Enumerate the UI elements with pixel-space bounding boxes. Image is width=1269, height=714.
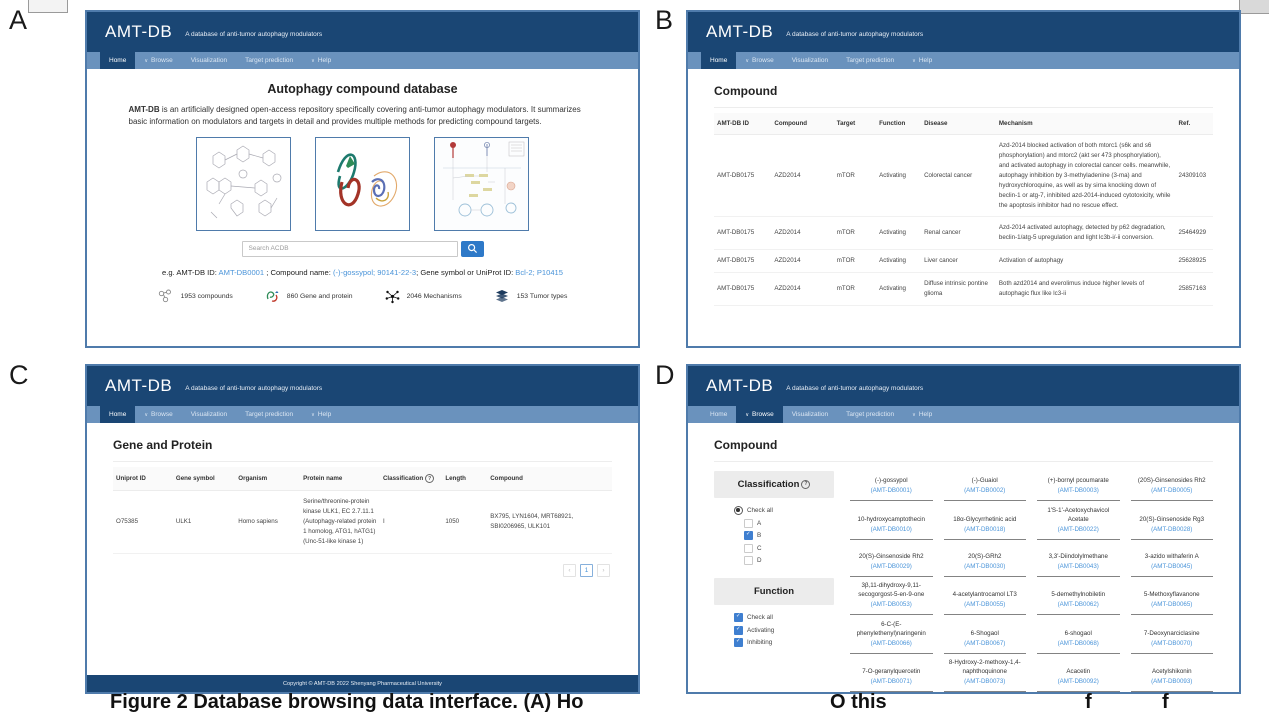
page-title: Gene and Protein — [113, 438, 213, 452]
table-row — [113, 491, 612, 554]
nav-visualization[interactable]: Visualization — [190, 411, 228, 418]
nav-browse[interactable]: ∨ Browse — [144, 411, 173, 418]
panel-b-compound-table-screenshot — [686, 10, 1241, 348]
cell-function: Activating — [876, 217, 921, 250]
table-header-row — [113, 467, 612, 491]
nav-home[interactable]: Home — [100, 406, 135, 423]
compound-id-link[interactable]: (AMT-DB0002) — [964, 487, 1006, 495]
stat-compounds: 1953 compounds — [158, 289, 233, 303]
compound-card: 18α-Glycyrrhetinic acid (AMT-DB0018) — [944, 510, 1027, 540]
main-nav — [87, 52, 638, 69]
figure-label-c: C — [9, 360, 29, 390]
nav-target-prediction[interactable]: Target prediction — [846, 411, 895, 418]
site-header — [688, 366, 1239, 406]
protein-ribbon-icon — [316, 138, 409, 230]
function-option-activating[interactable]: ✓ Activating — [734, 626, 834, 635]
cell-mechanism: Both azd2014 and everolimus induce higher levels of autophagic flux like lc3-ii — [996, 273, 1176, 306]
chevron-down-icon: ∨ — [311, 58, 315, 64]
compound-links[interactable]: BX795, LYN1604, MRT68921, SBI0206965, ULK101 — [487, 491, 612, 554]
compound-card: 20(S)-Ginsenoside Rg3 (AMT-DB0028) — [1131, 510, 1214, 540]
cell-mechanism: Azd-2014 blocked activation of both mtorc1 (s6k and s6 phosphorylation) and mtorc2 (akt ser 473 phosphorylation), and activated autophagy in colorectal cancer cells. meanwhile, autophagy inhibition by 3-methyladenine (3-ma) and hydroxychloroquine, as well as by sirna knocking down of beclin-1 or atg-7, inhibited azd-2014-induced cytotoxicity, while the apoptosis inhibitor had no rescue effect. — [996, 135, 1176, 217]
compound-card: Acacetin (AMT-DB0092) — [1037, 662, 1120, 692]
chevron-down-icon: ∨ — [912, 58, 916, 64]
search-icon — [467, 243, 478, 254]
main-nav — [688, 406, 1239, 423]
col-ref: Ref. — [1176, 113, 1213, 135]
compound-id-link[interactable]: (AMT-DB0070) — [1151, 639, 1193, 647]
compound-id-link[interactable]: (AMT-DB0071) — [870, 678, 912, 686]
compound-id-link[interactable]: (AMT-DB0055) — [964, 601, 1006, 609]
example-id-link[interactable]: AMT-DB0001 — [218, 267, 265, 277]
example-compound-link[interactable]: (-)-gossypol; 90141-22-3 — [332, 267, 417, 277]
gene-protein-table — [113, 467, 612, 554]
stat-mechanisms: 2046 Mechanisms — [385, 289, 462, 304]
figure-caption-fragment: f — [1162, 691, 1169, 713]
cell-id: AMT-DB0175 — [714, 217, 771, 250]
cell-disease: Liver cancer — [921, 250, 996, 273]
cell-classification: I — [380, 491, 442, 554]
cell-target: mTOR — [834, 135, 876, 217]
table-row — [714, 217, 1213, 250]
site-logo[interactable]: AMT-DB — [706, 22, 774, 41]
table-row — [714, 135, 1213, 217]
table-header-row — [714, 113, 1213, 135]
intro-brand-bold: AMT-DB — [128, 105, 160, 114]
nav-target-prediction[interactable]: Target prediction — [245, 411, 294, 418]
figure-caption-fragment: Figure 2 Database browsing data interface. (A) Ho — [110, 691, 584, 713]
cell-compound: AZD2014 — [771, 273, 833, 306]
compound-id-link[interactable]: (AMT-DB0053) — [870, 601, 912, 609]
cell-mechanism: Activation of autophagy — [996, 250, 1176, 273]
cell-compound: AZD2014 — [771, 217, 833, 250]
page-title: Compound — [714, 84, 778, 98]
nav-help[interactable]: ∨ Help — [912, 57, 933, 64]
nav-visualization[interactable]: Visualization — [791, 411, 829, 418]
compound-grid — [850, 471, 1213, 692]
col-gene-symbol: Gene symbol — [173, 467, 235, 491]
cell-length: 1050 — [442, 491, 487, 554]
pubmed-ref-link[interactable]: 25857163 — [1176, 273, 1213, 306]
site-header — [87, 12, 638, 52]
chemical-structures-image — [196, 137, 291, 231]
cell-target: mTOR — [834, 273, 876, 306]
compound-card: 20(S)-Ginsenoside Rh2 (AMT-DB0029) — [850, 547, 933, 577]
divider — [714, 107, 1213, 108]
site-tagline: A database of anti-tumor autophagy modulators — [185, 385, 323, 392]
pagination-next[interactable]: › — [597, 564, 610, 577]
site-logo[interactable]: AMT-DB — [706, 376, 774, 395]
compound-card: 3,3'-Diindolylmethane (AMT-DB0043) — [1037, 547, 1120, 577]
cell-target: mTOR — [834, 217, 876, 250]
classification-option-b[interactable]: ✓ B — [744, 531, 834, 540]
network-icon — [385, 289, 400, 304]
browser-tab-fragment — [28, 0, 68, 13]
classification-filter-header[interactable]: Classification ? — [714, 471, 834, 498]
compound-card: 3β,11-dihydroxy-9,11-secogorgost-5-en-9-one (AMT-DB0053) — [850, 582, 933, 615]
table-row — [714, 273, 1213, 306]
cell-protein-name: Serine/threonine-protein kinase ULK1, EC 2.7.11.1 (Autophagy-related protein 1 homolog, ATG1, hATG1) (Unc-51-like kinase 1) — [300, 491, 380, 554]
nav-target-prediction[interactable]: Target prediction — [245, 57, 294, 64]
cell-mechanism: Azd-2014 activated autophagy, detected by p62 degradation, beclin-1/atg-5 upregulation and light lc3b-i/-ii conversion. — [996, 217, 1176, 250]
compound-id-link[interactable]: (AMT-DB0030) — [964, 562, 1006, 570]
site-tagline: A database of anti-tumor autophagy modulators — [185, 31, 323, 38]
nav-home[interactable]: Home — [701, 52, 736, 69]
classification-option-d[interactable]: D — [744, 556, 834, 565]
nav-visualization[interactable]: Visualization — [791, 57, 829, 64]
nav-visualization[interactable]: Visualization — [190, 57, 228, 64]
col-compound: Compound — [487, 467, 612, 491]
pubmed-ref-link[interactable]: 25628925 — [1176, 250, 1213, 273]
site-footer: Copyright © AMT-DB 2022 Shenyang Pharmaceutical University — [87, 675, 638, 692]
figure-caption-fragment: O this — [830, 691, 887, 713]
function-options — [734, 613, 834, 647]
chevron-down-icon: ∨ — [912, 412, 916, 418]
nav-help[interactable]: ∨ Help — [912, 411, 933, 418]
compound-card: 10-hydroxycamptothecin (AMT-DB0010) — [850, 510, 933, 540]
compound-id-link[interactable]: (AMT-DB0092) — [1057, 678, 1099, 686]
database-stats — [158, 289, 568, 304]
checkbox-checked-icon[interactable] — [734, 638, 743, 647]
figure-caption-fragment: f — [1085, 691, 1092, 713]
chevron-down-icon: ∨ — [144, 412, 149, 418]
divider — [714, 461, 1213, 462]
panel-a-home-screenshot — [85, 10, 640, 348]
site-header — [688, 12, 1239, 52]
compound-card: 6-C-(E-phenylethenyl)naringenin (AMT-DB0066) — [850, 621, 933, 654]
compound-card: 6-shogaol (AMT-DB0068) — [1037, 624, 1120, 654]
checkbox-checked-icon[interactable] — [734, 613, 743, 622]
help-icon[interactable]: ? — [425, 474, 434, 483]
pubmed-ref-link[interactable]: 25464929 — [1176, 217, 1213, 250]
checkbox-unchecked-icon[interactable] — [744, 556, 753, 565]
search-button[interactable] — [461, 241, 484, 257]
site-tagline: A database of anti-tumor autophagy modulators — [786, 31, 924, 38]
panel-d-compound-browse-screenshot — [686, 364, 1241, 694]
checkbox-checked-icon[interactable] — [744, 531, 753, 540]
classification-options — [734, 506, 834, 565]
figure-label-d: D — [655, 360, 675, 390]
stat-genes: 860 Gene and protein — [265, 289, 353, 303]
chevron-down-icon: ∨ — [745, 412, 750, 418]
compound-card: 20(S)-GRh2 (AMT-DB0030) — [944, 547, 1027, 577]
compound-id-link[interactable]: (AMT-DB0001) — [870, 487, 912, 495]
help-icon[interactable]: ? — [801, 480, 810, 489]
nav-help[interactable]: ∨ Help — [311, 411, 332, 418]
compound-card: 3-azido withaferin A (AMT-DB0045) — [1131, 547, 1214, 577]
compound-card: (+)-bornyl pcoumarate (AMT-DB0003) — [1037, 471, 1120, 501]
chevron-down-icon: ∨ — [745, 58, 750, 64]
site-logo[interactable]: AMT-DB — [105, 376, 173, 395]
compound-card: (-)-gossypol (AMT-DB0001) — [850, 471, 933, 501]
site-header — [87, 366, 638, 406]
compound-card: (20S)-Ginsenosides Rh2 (AMT-DB0005) — [1131, 471, 1214, 501]
nav-home[interactable]: Home — [100, 52, 135, 69]
figure-label-b: B — [655, 5, 674, 35]
cell-id: AMT-DB0175 — [714, 273, 771, 306]
stack-icon — [494, 289, 510, 303]
cell-disease: Colorectal cancer — [921, 135, 996, 217]
nav-home[interactable]: Home — [710, 411, 728, 418]
compound-id-link[interactable]: (AMT-DB0005) — [1151, 487, 1193, 495]
compound-table — [714, 113, 1213, 306]
col-amtdb-id: AMT-DB ID — [714, 113, 771, 135]
col-uniprot: Uniprot ID — [113, 467, 173, 491]
cell-function: Activating — [876, 250, 921, 273]
cell-function: Activating — [876, 273, 921, 306]
compound-id-link[interactable]: (AMT-DB0068) — [1057, 639, 1099, 647]
panel-c-gene-protein-screenshot — [85, 364, 640, 694]
compound-card: 6-Shogaol (AMT-DB0067) — [944, 624, 1027, 654]
col-organism: Organism — [235, 467, 300, 491]
filter-sidebar — [714, 471, 834, 692]
chevron-down-icon: ∨ — [144, 58, 149, 64]
pathway-diagram-icon — [435, 138, 528, 230]
pagination-page-1[interactable]: 1 — [580, 564, 593, 577]
main-nav — [87, 406, 638, 423]
classification-check-all[interactable]: Check all — [734, 506, 834, 515]
stat-tumor-types: 153 Tumor types — [494, 289, 568, 303]
function-option-inhibiting[interactable]: ✓ Inhibiting — [734, 638, 834, 647]
col-mechanism: Mechanism — [996, 113, 1176, 135]
nav-help[interactable]: ∨ Help — [311, 57, 332, 64]
nav-browse[interactable]: ∨ Browse — [144, 57, 173, 64]
col-compound: Compound — [771, 113, 833, 135]
checkbox-unchecked-icon[interactable] — [744, 544, 753, 553]
table-row — [714, 250, 1213, 273]
uniprot-link[interactable]: O75385 — [113, 491, 173, 554]
compound-id-link[interactable]: (AMT-DB0029) — [870, 562, 912, 570]
compound-card: (-)-Guaiol (AMT-DB0002) — [944, 471, 1027, 501]
chevron-down-icon: ∨ — [311, 412, 315, 418]
compound-card: 8-Hydroxy-2-methoxy-1,4-naphthoquinone (AMT-DB0073) — [944, 659, 1027, 692]
compound-id-link[interactable]: (AMT-DB0022) — [1057, 525, 1099, 533]
classification-option-c[interactable]: C — [744, 544, 834, 553]
figure-label-a: A — [9, 5, 28, 35]
compound-card: 4-acetylantrocamol LT3 (AMT-DB0055) — [944, 585, 1027, 615]
pagination — [113, 564, 612, 577]
page-title: Compound — [714, 438, 778, 452]
compound-id-link[interactable]: (AMT-DB0067) — [964, 639, 1006, 647]
pubmed-ref-link[interactable]: 24309103 — [1176, 135, 1213, 217]
cell-compound: AZD2014 — [771, 250, 833, 273]
protein-icon — [265, 289, 280, 303]
compound-card: 7-O-geranylquercetin (AMT-DB0071) — [850, 662, 933, 692]
compound-card: 1'S-1'-Acetoxychavicol Acetate (AMT-DB0022) — [1037, 507, 1120, 540]
pathway-diagram-image — [434, 137, 529, 231]
search-input[interactable] — [242, 241, 458, 257]
col-function: Function — [876, 113, 921, 135]
search-examples: e.g. AMT-DB ID: AMT-DB0001 ; Compound name: (-)-gossypol; 90141-22-3; Gene symbol or UniProt ID: Bcl-2; P10415 — [161, 267, 563, 277]
checkbox-unchecked-icon[interactable] — [744, 519, 753, 528]
compound-id-link[interactable]: (AMT-DB0018) — [964, 525, 1006, 533]
function-check-all[interactable]: ✓ Check all — [734, 613, 834, 622]
compound-id-link[interactable]: (AMT-DB0062) — [1057, 601, 1099, 609]
pagination-prev[interactable]: ‹ — [563, 564, 576, 577]
cell-disease: Diffuse intrinsic pontine glioma — [921, 273, 996, 306]
checkbox-checked-icon[interactable] — [734, 626, 743, 635]
compound-card: 7-Deoxynarciclasine (AMT-DB0070) — [1131, 624, 1214, 654]
nav-browse[interactable]: ∨ Browse — [736, 406, 782, 423]
function-filter-header[interactable]: Function — [714, 578, 834, 605]
cell-organism: Homo sapiens — [235, 491, 300, 554]
cell-disease: Renal cancer — [921, 217, 996, 250]
col-protein-name: Protein name — [300, 467, 380, 491]
col-classification: Classification ? — [380, 467, 442, 491]
cell-id: AMT-DB0175 — [714, 250, 771, 273]
search-bar — [242, 241, 484, 257]
radio-checked-icon[interactable] — [734, 506, 743, 515]
compound-card: Acetylshikonin (AMT-DB0093) — [1131, 662, 1214, 692]
nav-browse[interactable]: ∨ Browse — [745, 57, 774, 64]
intro-paragraph: AMT-DB is an artificially designed open-access repository specifically covering anti-tumor autophagy modulators. It summarizes basic information on modulators and targets in detail and provides multiple methods for predicting compound targets. — [128, 105, 581, 127]
cell-gene: ULK1 — [173, 491, 235, 554]
compound-id-link[interactable]: (AMT-DB0003) — [1057, 487, 1099, 495]
compound-card: 5-Methoxyflavanone (AMT-DB0065) — [1131, 585, 1214, 615]
compound-id-link[interactable]: (AMT-DB0028) — [1151, 525, 1193, 533]
cell-id: AMT-DB0175 — [714, 135, 771, 217]
cell-function: Activating — [876, 135, 921, 217]
compound-id-link[interactable]: (AMT-DB0073) — [964, 678, 1006, 686]
example-gene-link[interactable]: Bcl-2; P10415 — [515, 267, 563, 277]
molecule-sketch-icon — [197, 138, 290, 230]
divider — [113, 461, 612, 462]
compound-id-link[interactable]: (AMT-DB0010) — [870, 525, 912, 533]
classification-option-a[interactable]: A — [744, 519, 834, 528]
nav-target-prediction[interactable]: Target prediction — [846, 57, 895, 64]
cell-target: mTOR — [834, 250, 876, 273]
compound-id-link[interactable]: (AMT-DB0043) — [1057, 562, 1099, 570]
compound-id-link[interactable]: (AMT-DB0066) — [870, 639, 912, 647]
page-title: Autophagy compound database — [267, 82, 458, 96]
protein-structure-image — [315, 137, 410, 231]
col-length: Length — [442, 467, 487, 491]
compound-id-link[interactable]: (AMT-DB0093) — [1151, 678, 1193, 686]
cell-compound: AZD2014 — [771, 135, 833, 217]
window-corner-fragment — [1239, 0, 1269, 14]
molecule-icon — [158, 289, 174, 303]
compound-id-link[interactable]: (AMT-DB0045) — [1151, 562, 1193, 570]
site-tagline: A database of anti-tumor autophagy modulators — [786, 385, 924, 392]
compound-id-link[interactable]: (AMT-DB0065) — [1151, 601, 1193, 609]
main-nav — [688, 52, 1239, 69]
compound-card: 5-demethylnobiletin (AMT-DB0062) — [1037, 585, 1120, 615]
site-logo[interactable]: AMT-DB — [105, 22, 173, 41]
col-target: Target — [834, 113, 876, 135]
col-disease: Disease — [921, 113, 996, 135]
